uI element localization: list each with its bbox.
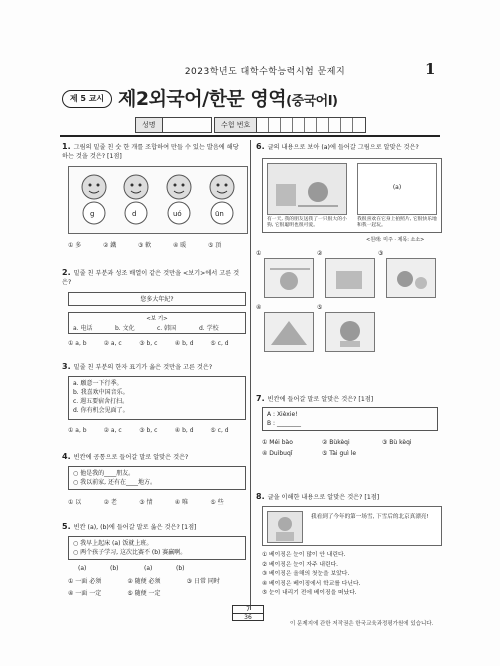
q6-credit: <원래: 미주 · 제목: 소소> (366, 237, 425, 243)
q2-option-2[interactable]: ② a, c (103, 340, 122, 347)
question-4 (62, 452, 244, 462)
q1-option-3[interactable]: ③ 軟 (138, 242, 152, 249)
q2-text: 밑줄 친 부분과 성조 배열이 같은 것만을 <보기>에서 고른 것은? (62, 270, 240, 286)
q3-option-1[interactable]: ① a, b (68, 427, 87, 434)
q2-bogi-box (68, 312, 246, 334)
q4-option-1[interactable]: ① 以 (68, 499, 82, 506)
syllable-2: d (132, 210, 137, 218)
session-badge: 제 5 교시 (62, 90, 112, 108)
name-label: 성명 (136, 118, 163, 132)
q3-line-d: d. 你有机会见面了。 (73, 407, 129, 414)
q5-option-1[interactable]: ① 一面 必须 (68, 578, 102, 585)
q3-sentence-box (68, 376, 246, 420)
q6-caption-1: 有一天, 我的朋友送我了一只很大的小狗, 它很聪明也很可爱。 (267, 217, 347, 228)
footer-total: 36 (244, 614, 252, 621)
q4-sentence-box (68, 466, 246, 490)
q6-option-image-3[interactable] (386, 258, 436, 298)
lion-figure-3 (164, 173, 194, 213)
question-1 (62, 142, 242, 161)
copyright-note: 이 문제지에 관한 저작권은 한국교육과정평가원에 있습니다. (290, 621, 434, 627)
q7-option-5[interactable]: ⑤ Tài guì le (322, 450, 357, 457)
question-5 (62, 522, 244, 532)
q2-option-4[interactable]: ④ b, d (174, 340, 194, 347)
q5-col-b-2: (b) (176, 565, 185, 572)
q3-number: 3. (62, 362, 71, 371)
q7-option-2[interactable]: ② Bùkèqi (322, 439, 350, 446)
q2-bogi-b: b. 文化 (115, 325, 135, 332)
q5-line-2: ○ 两个孩子学习, 这次比赛不 (b) 赛贏啊。 (73, 549, 187, 556)
q2-bogi-items (73, 324, 241, 333)
q3-option-5[interactable]: ⑤ c, d (210, 427, 229, 434)
q7-option-4[interactable]: ④ Duìbuqǐ (262, 450, 293, 457)
q5-col-a-2: (a) (144, 565, 153, 572)
exam-number-field[interactable] (214, 117, 366, 133)
q3-option-2[interactable]: ② a, c (103, 427, 122, 434)
q2-sentence-box: 您多大年紀? (68, 292, 246, 306)
q4-line-1: ○ 他是我的____朋友。 (73, 470, 135, 477)
lion-figure-2 (121, 173, 151, 213)
q5-text: 빈칸 (a), (b)에 들어갈 말로 옳은 것은? [1점] (73, 524, 197, 531)
q3-option-3[interactable]: ③ b, c (139, 427, 158, 434)
page-number: 1 (425, 60, 436, 78)
q6-blank-panel (357, 163, 437, 215)
q1-illustration (68, 166, 248, 234)
q7-line-b: B : ________ (267, 420, 301, 427)
page-title (118, 84, 338, 111)
q6-option-1[interactable]: ① (256, 250, 262, 257)
q5-option-2[interactable]: ② 随便 必须 (127, 578, 161, 585)
q5-col-a: (a) (78, 565, 87, 572)
q7-option-3[interactable]: ③ Bù kèqi (382, 439, 412, 446)
q7-number: 7. (256, 394, 265, 403)
q8-options (262, 551, 442, 599)
q1-option-4[interactable]: ④ 暖 (173, 242, 187, 249)
q3-line-b: b. 我喜欢中国音乐。 (73, 389, 129, 396)
q8-text: 글을 이해한 내용으로 알맞은 것은? [1점] (267, 494, 380, 501)
q1-option-1[interactable]: ① 多 (68, 242, 82, 249)
q6-caption-2: 我很喜欢在它身上拍照片, 它很快乐地和我一起玩。 (357, 217, 437, 228)
q5-line-1: ○ 我早上起床 (a) 饭就上班。 (73, 540, 153, 547)
footer-page-indicator (232, 605, 264, 621)
q8-option-3[interactable]: ③ 베이징은 올해의 첫눈을 보았다. (262, 571, 350, 577)
q6-panel-a: (a) (392, 184, 402, 191)
syllable-1: g (90, 210, 95, 218)
q1-option-2[interactable]: ② 鐵 (103, 242, 117, 249)
column-divider (250, 140, 251, 610)
lion-figure-4 (207, 173, 237, 213)
q6-text: 글의 내용으로 보아 (a)에 들어갈 그림으로 알맞은 것은? (267, 144, 419, 151)
q4-option-4[interactable]: ④ 唯 (174, 499, 189, 506)
name-field[interactable] (135, 117, 212, 133)
q4-option-3[interactable]: ③ 情 (139, 499, 153, 506)
q2-options (68, 340, 246, 347)
q3-options (68, 427, 246, 434)
question-2 (62, 268, 244, 287)
q6-option-3[interactable]: ③ (378, 250, 384, 257)
q5-option-4[interactable]: ④ 一面 一定 (68, 590, 102, 597)
q5-options (68, 576, 246, 600)
q5-option-3[interactable]: ③ 日常 同时 (186, 578, 220, 585)
q5-col-b: (b) (110, 565, 119, 572)
q5-number: 5. (62, 522, 71, 531)
q8-avatar-image (267, 511, 303, 543)
q6-story-frame (262, 158, 442, 233)
q8-speech-bubble: 我看到了今年的第一场雪, 下雪后的北京真漂亮! (311, 514, 429, 520)
q3-text: 밑줄 친 부분의 한자 표기가 옳은 것만을 고른 것은? (73, 364, 213, 371)
q8-number: 8. (256, 492, 265, 501)
q5-option-5[interactable]: ⑤ 随便 一定 (127, 590, 161, 597)
q4-option-2[interactable]: ② 老 (103, 499, 117, 506)
q7-dialogue-box (262, 407, 438, 431)
q2-bogi-label: <보 기> (146, 316, 168, 322)
q2-bogi-c: c. 韩国 (157, 325, 177, 332)
syllable-4: ūn (215, 210, 224, 218)
title-main: 제2외국어/한문 영역 (118, 88, 287, 110)
q6-option-image-4[interactable] (264, 312, 314, 352)
q8-option-1[interactable]: ① 베이징은 눈이 많이 안 내린다. (262, 552, 346, 558)
q4-text: 빈칸에 공통으로 들어갈 말로 알맞은 것은? (73, 454, 189, 461)
q6-story-picture (267, 163, 347, 215)
exam-subtitle: 2023학년도 대학수학능력시험 문제지 (184, 67, 346, 77)
q6-option-5[interactable]: ⑤ (317, 304, 323, 311)
q7-options (262, 437, 442, 459)
q2-option-5[interactable]: ⑤ c, d (210, 340, 229, 347)
q4-number: 4. (62, 452, 71, 461)
q1-options (68, 240, 243, 249)
q6-option-image-5[interactable] (325, 312, 375, 352)
q7-option-1[interactable]: ① Méi bào (262, 439, 293, 446)
question-7 (256, 394, 441, 404)
q6-option-4[interactable]: ④ (256, 304, 262, 311)
q8-option-5[interactable]: ⑤ 눈이 내리기 전에 베이징을 떠났다. (262, 590, 357, 596)
question-3 (62, 362, 244, 372)
q6-number: 6. (256, 142, 265, 151)
q2-number: 2. (62, 268, 71, 277)
title-sub: (중국어Ⅰ) (286, 94, 338, 109)
q4-options (68, 497, 246, 506)
q8-post-frame (262, 506, 442, 546)
q2-option-3[interactable]: ③ b, c (139, 340, 158, 347)
q8-option-4[interactable]: ④ 베이징은 베이징에서 학교를 다닌다. (262, 580, 361, 587)
q6-option-image-2[interactable] (325, 258, 375, 298)
q3-option-4[interactable]: ④ b, d (174, 427, 194, 434)
q1-number: 1. (62, 142, 71, 151)
q6-option-2[interactable]: ② (317, 250, 323, 257)
syllable-3: uó (173, 210, 182, 218)
q3-line-c: c. 週五要宿舍打扫。 (73, 398, 129, 405)
q3-line-a: a. 願意一下行季。 (73, 380, 123, 387)
q4-line-2: ○ 我以前家, 还有在____地方。 (73, 479, 156, 486)
q4-option-5[interactable]: ⑤ 些 (210, 499, 224, 506)
question-6 (256, 142, 441, 152)
q2-bogi-a: a. 电话 (73, 325, 93, 332)
q7-text: 빈칸에 들어갈 말로 알맞은 것은? [1점] (267, 396, 374, 403)
q1-option-5[interactable]: ⑤ 頂 (208, 242, 222, 249)
q5-sentence-box (68, 536, 246, 560)
exam-number-cells (257, 118, 353, 132)
footer-page: 7 (233, 606, 263, 614)
header-divider (60, 135, 440, 137)
q1-text: 그림의 밑줄 친 숫 한 개를 조합하여 만들 수 있는 발음에 해당하는 것을 것은? [1점] (62, 144, 239, 160)
question-8 (256, 492, 441, 502)
lion-figure-1 (79, 173, 109, 213)
q8-option-2[interactable]: ② 베이징은 눈이 자주 내린다. (262, 561, 339, 568)
q6-option-image-1[interactable] (264, 258, 314, 298)
q2-option-1[interactable]: ① a, b (68, 340, 87, 347)
q2-bogi-d: d. 学校 (199, 325, 219, 332)
q7-line-a: A : Xièxie! (267, 411, 298, 418)
exam-number-label: 수험 번호 (215, 118, 257, 132)
